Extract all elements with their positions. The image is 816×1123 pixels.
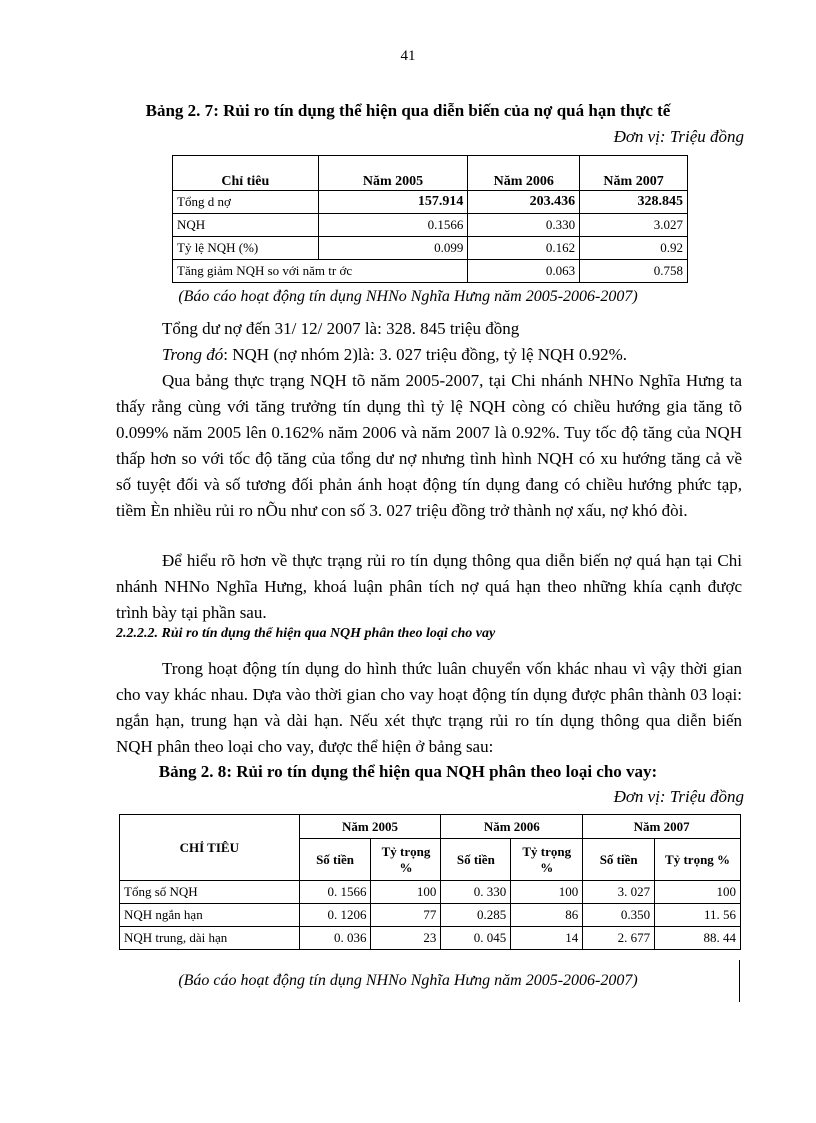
row-label: NQH ngắn hạn <box>120 904 300 927</box>
section-heading: 2.2.2.2. Rủi ro tín dụng thể hiện qua NQH phân theo loại cho vay <box>116 626 496 641</box>
table1-header-cell: Năm 2007 <box>580 156 688 191</box>
table-row <box>173 214 688 237</box>
table2-unit: Đơn vị: Triệu đồng <box>613 787 744 806</box>
row-label: NQH trung, dài hạn <box>120 927 300 950</box>
row-label: Tỷ lệ NQH (%) <box>173 237 319 260</box>
paragraph-total-debt: Tổng dư nợ đến 31/ 12/ 2007 là: 328. 845 triệu đồng <box>162 319 520 338</box>
cell-2006: 0.162 <box>468 237 580 260</box>
table2-source: (Báo cáo hoạt động tín dụng NHNo Nghĩa Hưng năm 2005-2006-2007) <box>178 972 638 989</box>
table2-year-header: Năm 2005 <box>299 815 441 839</box>
table-row <box>120 904 741 927</box>
cell-share-2007: 11. 56 <box>655 904 741 927</box>
table-row <box>173 191 688 214</box>
paragraph-intro-next: Để hiểu rõ hơn về thực trạng rủi ro tín dụng thông qua diễn biến nợ quá hạn tại Chi nhánh NHNo Nghĩa Hưng, khoá luận phân tích nợ quá hạn theo những khía cạnh được trình bày tại phần sau. <box>116 551 742 622</box>
table2 <box>119 814 741 950</box>
table2-year-row <box>120 815 741 839</box>
table2-amount-header: Số tiền <box>441 839 511 881</box>
cell-2007: 328.845 <box>580 191 688 214</box>
row-label: NQH <box>173 214 319 237</box>
paragraph-overdue-label: Trong đó <box>162 345 224 364</box>
paragraph-overdue <box>116 342 742 368</box>
table1-header-cell: Năm 2006 <box>468 156 580 191</box>
cell-amount-2005: 0. 036 <box>299 927 371 950</box>
table2-title <box>0 762 816 782</box>
row-label: Tăng giảm NQH so với năm tr ớc <box>173 260 468 283</box>
table1 <box>172 155 688 283</box>
paragraph-overdue-text: : NQH (nợ nhóm 2)là: 3. 027 triệu đồng, tỷ lệ NQH 0.92%. <box>223 345 627 364</box>
cell-amount-2007: 2. 677 <box>583 927 655 950</box>
paragraph-analysis: Qua bảng thực trạng NQH tõ năm 2005-2007, tại Chi nhánh NHNo Nghĩa Hưng ta thấy rằng cùng với tăng trưởng tín dụng thì tỷ lệ NQH còng có chiều hướng gia tăng tõ 0.099% năm 2005 lên 0.162% năm 2006 và năm 2007 là 0.92%. Tuy tốc độ tăng của NQH thấp hơn so với tốc độ tăng của tổng dư nợ nhưng tình hình NQH có xu hướng tăng cả về số tuyệt đối và số tương đối phản ánh hoạt động tín dụng đang có chiều hướng phức tạp, tiềm Èn nhiều rủi ro nÕu như con số 3. 027 triệu đồng trở thành nợ xấu, nợ khó đòi. <box>116 371 742 520</box>
cell-amount-2006: 0. 330 <box>441 881 511 904</box>
cell-share-2005: 23 <box>371 927 441 950</box>
table-row <box>120 927 741 950</box>
table1-source: (Báo cáo hoạt động tín dụng NHNo Nghĩa Hưng năm 2005-2006-2007) <box>178 288 638 305</box>
cell-2006: 203.436 <box>468 191 580 214</box>
cell-amount-2006: 0. 045 <box>441 927 511 950</box>
table2-share-header: Tỷ trọng % <box>371 839 441 881</box>
row-label: Tổng d nợ <box>173 191 319 214</box>
cell-2006: 0.063 <box>468 260 580 283</box>
cell-amount-2005: 0. 1206 <box>299 904 371 927</box>
paragraph-loan-types: Trong hoạt động tín dụng do hình thức luân chuyển vốn khác nhau vì vậy thời gian cho vay khác nhau. Dựa vào thời gian cho vay hoạt động tín dụng được phân thành 03 loại: ngắn hạn, trung hạn và dài hạn. Nếu xét thực trạng rủi ro tín dụng thông qua diễn biến NQH phân theo loại cho vay, được thể hiện ở bảng sau: <box>116 659 742 756</box>
margin-line <box>739 960 740 1002</box>
table1-title-rest: : Rủi ro tín dụng thể hiện qua diễn biến của nợ quá hạn thực tế <box>213 101 671 120</box>
table1-title-prefix: Bảng 2. 7 <box>145 101 214 120</box>
cell-2005: 0.099 <box>318 237 468 260</box>
table1-header-cell: Chỉ tiêu <box>173 156 319 191</box>
cell-2007: 3.027 <box>580 214 688 237</box>
cell-amount-2005: 0. 1566 <box>299 881 371 904</box>
table2-title-prefix: Bảng 2. 8 <box>158 762 227 781</box>
table2-amount-header: Số tiền <box>583 839 655 881</box>
page-number: 41 <box>400 48 416 64</box>
cell-2006: 0.330 <box>468 214 580 237</box>
cell-2007: 0.92 <box>580 237 688 260</box>
table1-title <box>0 101 816 121</box>
table2-year-header: Năm 2006 <box>441 815 583 839</box>
cell-share-2005: 77 <box>371 904 441 927</box>
cell-2005: 157.914 <box>318 191 468 214</box>
cell-share-2006: 14 <box>511 927 583 950</box>
table1-header-cell: Năm 2005 <box>318 156 468 191</box>
cell-2007: 0.758 <box>580 260 688 283</box>
table2-amount-header: Số tiền <box>299 839 371 881</box>
row-label: Tổng số NQH <box>120 881 300 904</box>
table-row <box>173 237 688 260</box>
table2-year-header: Năm 2007 <box>583 815 741 839</box>
table1-header-row <box>173 156 688 191</box>
table2-share-header: Tỷ trọng % <box>655 839 741 881</box>
cell-amount-2006: 0.285 <box>441 904 511 927</box>
cell-share-2007: 100 <box>655 881 741 904</box>
cell-share-2005: 100 <box>371 881 441 904</box>
cell-2005: 0.1566 <box>318 214 468 237</box>
table-row <box>120 881 741 904</box>
table2-title-rest: : Rủi ro tín dụng thể hiện qua NQH phân theo loại cho vay: <box>226 762 658 781</box>
cell-amount-2007: 3. 027 <box>583 881 655 904</box>
cell-share-2006: 100 <box>511 881 583 904</box>
cell-amount-2007: 0.350 <box>583 904 655 927</box>
cell-share-2007: 88. 44 <box>655 927 741 950</box>
table-row <box>173 260 688 283</box>
table2-share-header: Tỷ trọng % <box>511 839 583 881</box>
table2-header-main: CHỈ TIÊU <box>120 815 300 881</box>
table1-unit: Đơn vị: Triệu đồng <box>613 127 744 146</box>
cell-share-2006: 86 <box>511 904 583 927</box>
